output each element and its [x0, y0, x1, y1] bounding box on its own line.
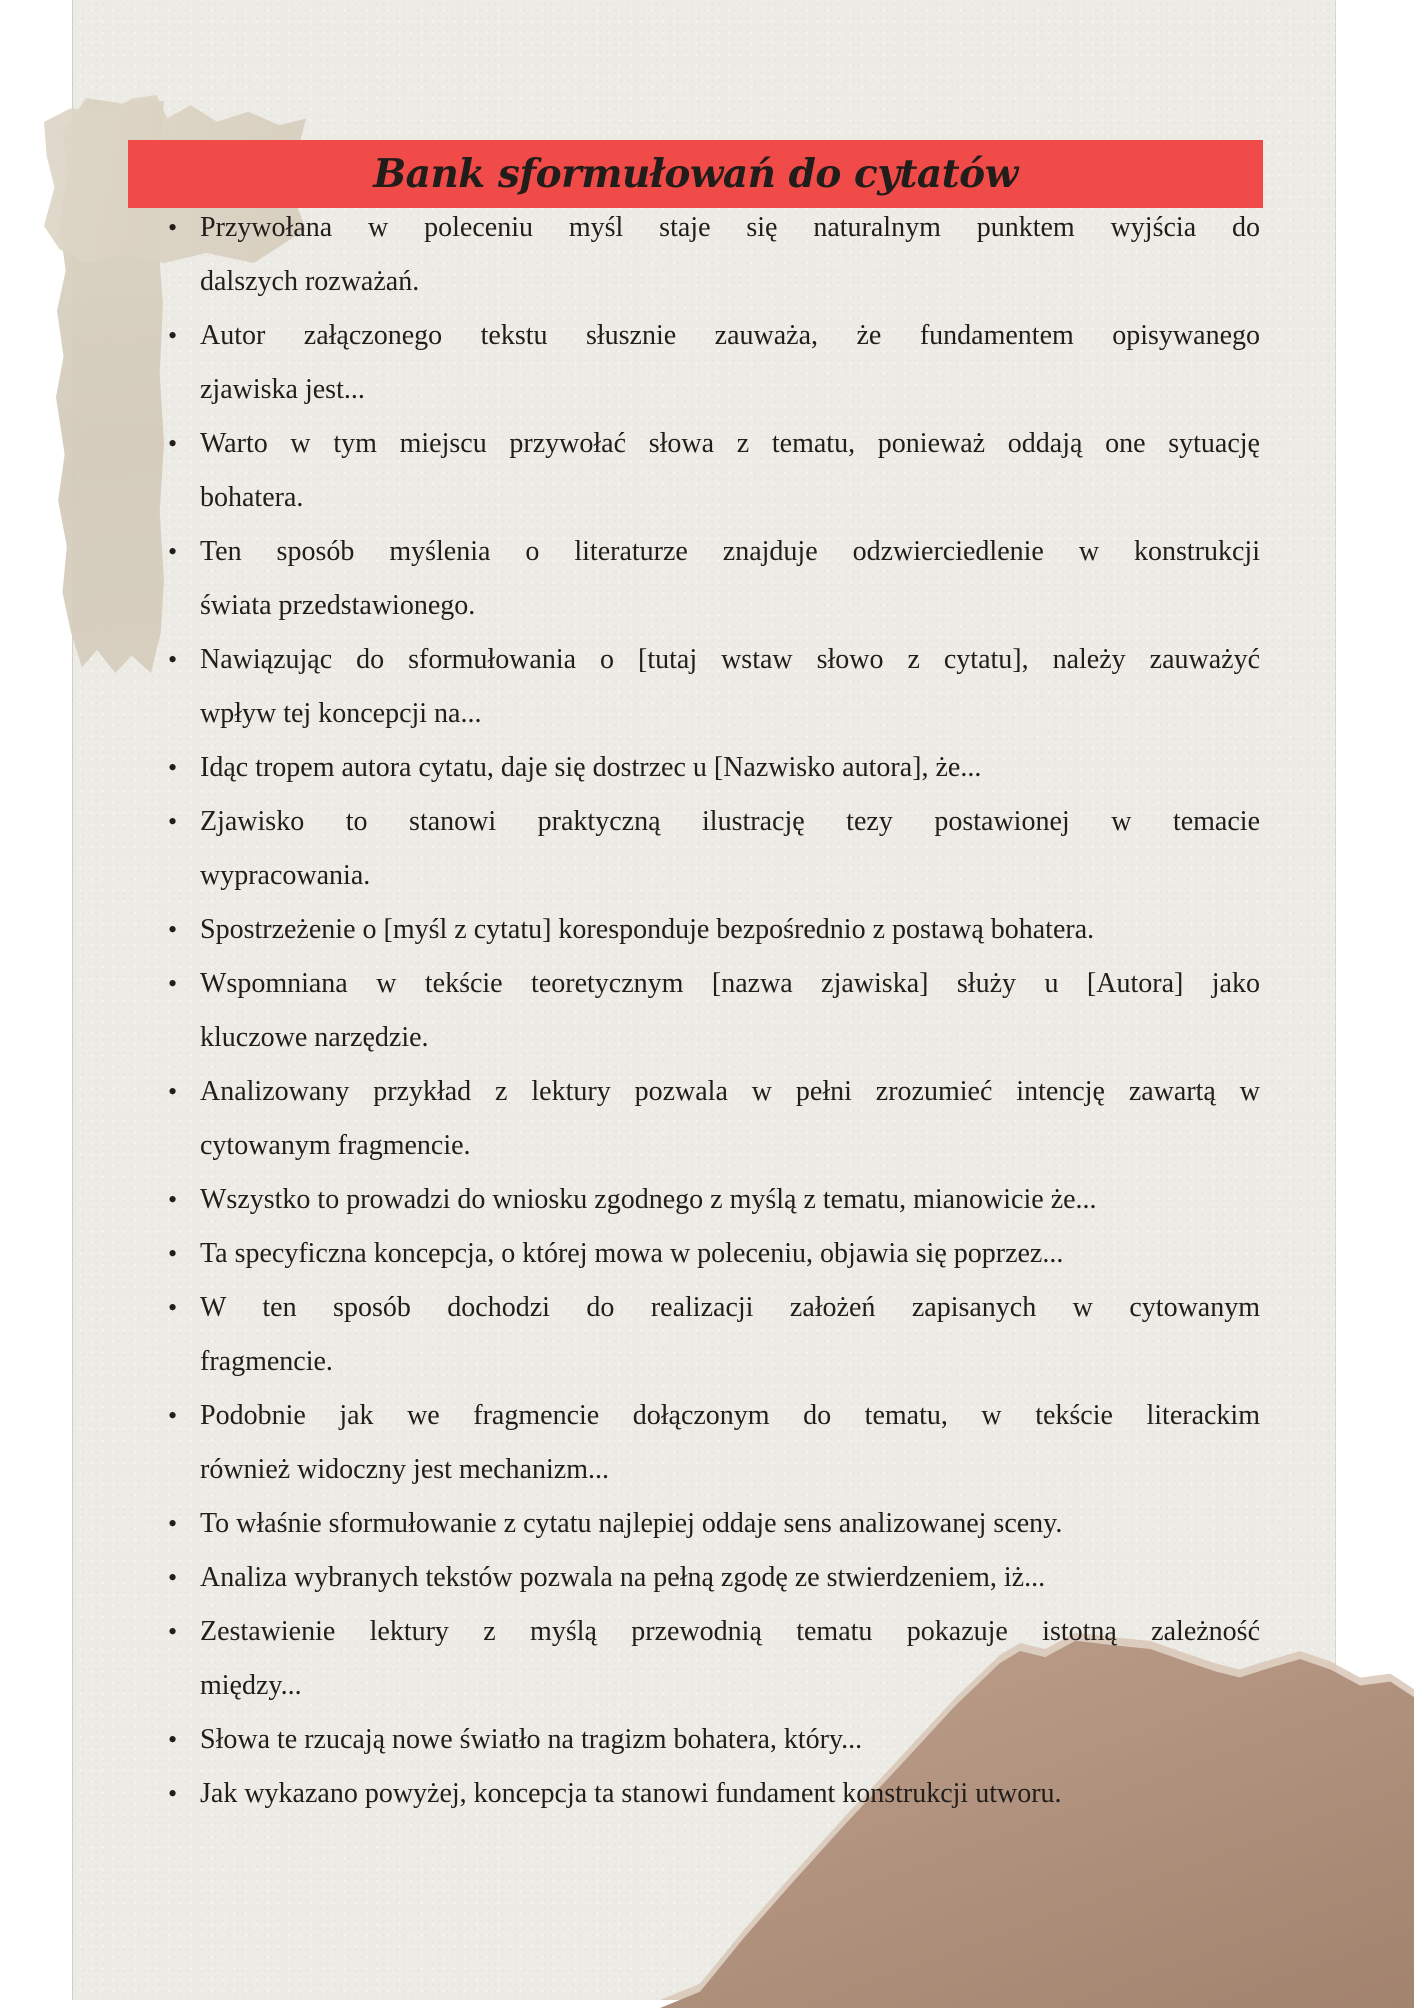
list-item	[168, 1227, 1260, 1281]
phrase-line: Spostrzeżenie o [myśl z cytatu] koresponduje bezpośrednio z postawą bohatera.	[200, 914, 1095, 945]
bullet-icon: •	[168, 429, 178, 458]
bullet-icon: •	[168, 969, 178, 998]
phrase-line: W ten sposób dochodzi do realizacji założeń zapisanych w cytowanym	[200, 1292, 1260, 1323]
phrase-line: kluczowe narzędzie.	[200, 1022, 429, 1053]
phrase-line: świata przedstawionego.	[200, 590, 476, 621]
list-item	[168, 903, 1260, 957]
bullet-icon: •	[168, 645, 178, 674]
phrase-line: Nawiązując do sformułowania o [tutaj wstaw słowo z cytatu], należy zauważyć	[200, 644, 1260, 675]
bullet-icon: •	[168, 1239, 178, 1268]
phrase-line: wypracowania.	[200, 860, 371, 891]
phrase-line: Przywołana w poleceniu myśl staje się naturalnym punktem wyjścia do	[200, 212, 1260, 243]
phrase-line: Zestawienie lektury z myślą przewodnią tematu pokazuje istotną zależność	[200, 1616, 1260, 1647]
phrase-line: Wspomniana w tekście teoretycznym [nazwa zjawiska] służy u [Autora] jako	[200, 968, 1260, 999]
bullet-icon: •	[168, 1077, 178, 1106]
phrase-line: cytowanym fragmencie.	[200, 1130, 471, 1161]
phrase-list	[168, 201, 1260, 1821]
phrase-line: Słowa te rzucają nowe światło na tragizm bohatera, który...	[200, 1724, 863, 1755]
phrase-line: Idąc tropem autora cytatu, daje się dostrzec u [Nazwisko autora], że...	[200, 752, 982, 783]
list-item	[168, 1551, 1260, 1605]
bullet-icon: •	[168, 807, 178, 836]
list-item	[168, 1389, 1260, 1497]
phrase-line: Autor załączonego tekstu słusznie zauważa, że fundamentem opisywanego	[200, 320, 1260, 351]
list-item	[168, 1713, 1260, 1767]
phrase-line: zjawiska jest...	[200, 374, 365, 405]
phrase-line: Podobnie jak we fragmencie dołączonym do tematu, w tekście literackim	[200, 1400, 1260, 1431]
phrase-line: Analiza wybranych tekstów pozwala na pełną zgodę ze stwierdzeniem, iż...	[200, 1562, 1046, 1593]
bullet-icon: •	[168, 321, 178, 350]
bullet-icon: •	[168, 915, 178, 944]
list-item	[168, 1065, 1260, 1173]
list-item	[168, 741, 1260, 795]
bullet-icon: •	[168, 1779, 178, 1808]
list-item	[168, 633, 1260, 741]
list-item	[168, 1281, 1260, 1389]
list-item	[168, 1767, 1260, 1821]
list-item	[168, 1497, 1260, 1551]
phrase-line: również widoczny jest mechanizm...	[200, 1454, 609, 1485]
bullet-icon: •	[168, 1293, 178, 1322]
title-banner	[128, 140, 1263, 208]
bullet-icon: •	[168, 1401, 178, 1430]
list-item	[168, 795, 1260, 903]
bullet-icon: •	[168, 1617, 178, 1646]
bullet-icon: •	[168, 1725, 178, 1754]
list-item	[168, 1173, 1260, 1227]
phrase-line: Analizowany przykład z lektury pozwala w pełni zrozumieć intencję zawartą w	[200, 1076, 1260, 1107]
phrase-line: Zjawisko to stanowi praktyczną ilustrację tezy postawionej w temacie	[200, 806, 1260, 837]
phrase-line: Jak wykazano powyżej, koncepcja ta stanowi fundament konstrukcji utworu.	[200, 1778, 1062, 1809]
bullet-icon: •	[168, 753, 178, 782]
page-title: Bank sformułowań do cytatów	[373, 151, 1018, 197]
phrase-line: dalszych rozważań.	[200, 266, 420, 297]
list-item	[168, 957, 1260, 1065]
phrase-line: Ten sposób myślenia o literaturze znajduje odzwierciedlenie w konstrukcji	[200, 536, 1260, 567]
list-item	[168, 525, 1260, 633]
bullet-icon: •	[168, 1509, 178, 1538]
list-item	[168, 309, 1260, 417]
phrase-line: fragmencie.	[200, 1346, 333, 1377]
phrase-line: między...	[200, 1670, 302, 1701]
phrase-line: Ta specyficzna koncepcja, o której mowa w poleceniu, objawia się poprzez...	[200, 1238, 1064, 1269]
phrase-line: bohatera.	[200, 482, 304, 513]
list-item	[168, 201, 1260, 309]
list-item	[168, 1605, 1260, 1713]
bullet-icon: •	[168, 1185, 178, 1214]
phrase-line: To właśnie sformułowanie z cytatu najlepiej oddaje sens analizowanej sceny.	[200, 1508, 1063, 1539]
bullet-icon: •	[168, 537, 178, 566]
phrase-line: Wszystko to prowadzi do wniosku zgodnego z myślą z tematu, mianowicie że...	[200, 1184, 1097, 1215]
phrase-line: wpływ tej koncepcji na...	[200, 698, 482, 729]
bullet-icon: •	[168, 213, 178, 242]
phrase-line: Warto w tym miejscu przywołać słowa z tematu, ponieważ oddają one sytuację	[200, 428, 1260, 459]
list-item	[168, 417, 1260, 525]
bullet-icon: •	[168, 1563, 178, 1592]
